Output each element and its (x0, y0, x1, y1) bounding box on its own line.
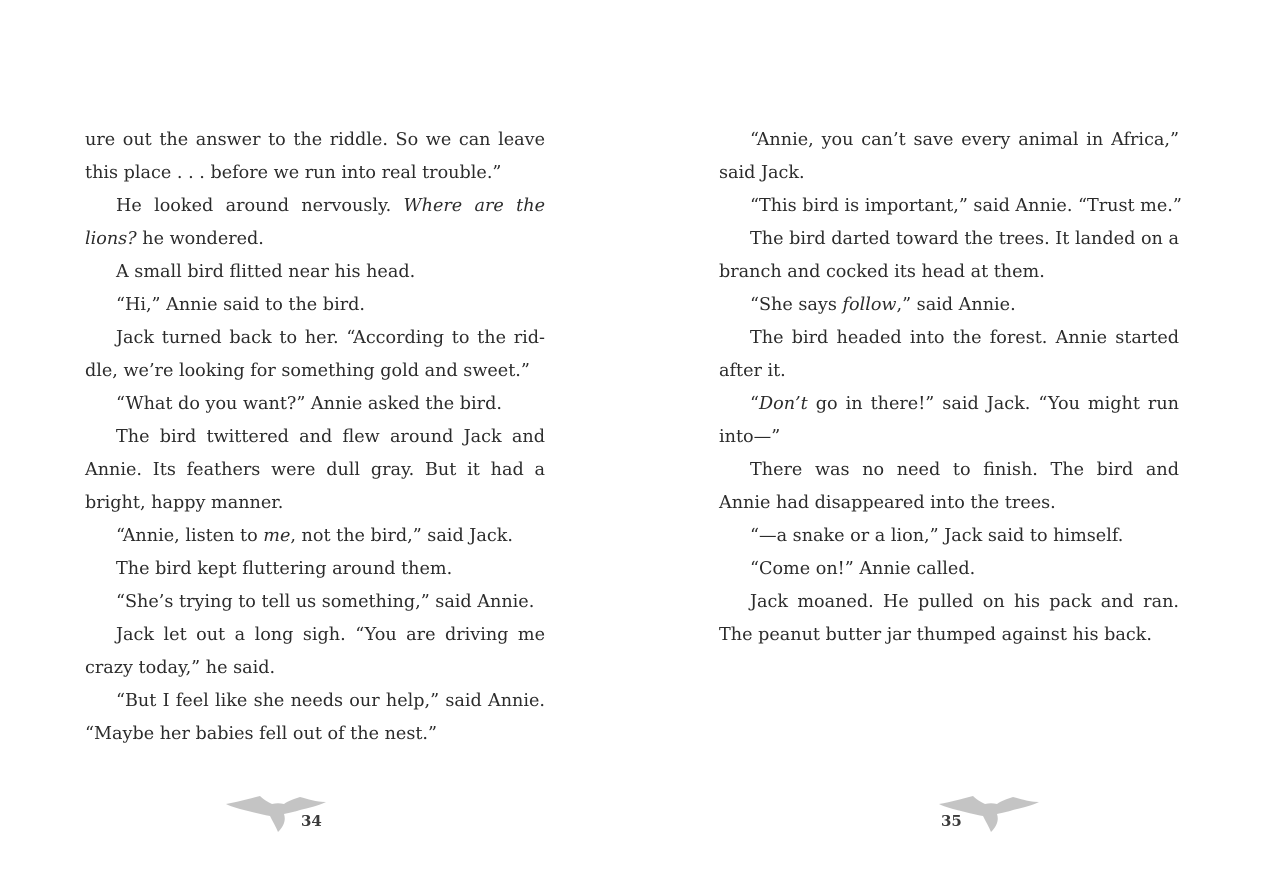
text-run: Jack moaned. He pulled on his pack and ran. (750, 592, 1179, 612)
text-run: “—a snake or a lion,” Jack said to himself. (750, 526, 1124, 546)
text-line (85, 388, 545, 421)
text-line (85, 256, 545, 289)
text-line (719, 190, 1182, 223)
text-run: “What do you want?” Annie asked the bird. (116, 394, 502, 414)
text-run: into—” (719, 427, 781, 447)
text-line (719, 157, 1179, 190)
italic-text: follow (842, 295, 897, 315)
text-line (719, 289, 1179, 322)
text-line (85, 520, 545, 553)
text-line (719, 487, 1179, 520)
text-run: , not the bird,” said Jack. (290, 526, 513, 546)
text-run: he wondered. (136, 229, 264, 249)
text-line (85, 322, 545, 355)
text-run: Jack let out a long sigh. “You are driving me (116, 625, 545, 645)
text-run: ure out the answer to the riddle. So we can leave (85, 130, 545, 150)
text-line (85, 718, 545, 751)
text-line (85, 355, 545, 388)
text-line (85, 190, 545, 223)
text-run: said Jack. (719, 163, 805, 183)
italic-text: Don’t (759, 394, 808, 414)
text-run: go in there!” said Jack. “You might run (807, 394, 1179, 414)
text-line (719, 619, 1179, 652)
text-run: branch and cocked its head at them. (719, 262, 1045, 282)
text-run: “Annie, you can’t save every animal in Africa,” (750, 130, 1179, 150)
text-run: “Come on!” Annie called. (750, 559, 976, 579)
text-run: “Annie, listen to (116, 526, 264, 546)
text-run: “ (750, 394, 759, 414)
italic-text: lions? (85, 229, 137, 249)
italic-text: Where are the (403, 196, 545, 216)
italic-text: me (263, 526, 291, 546)
right-page-footer (937, 794, 1041, 834)
text-line (85, 553, 545, 586)
text-run: The bird kept fluttering around them. (116, 559, 453, 579)
text-run: after it. (719, 361, 786, 381)
text-line (719, 388, 1179, 421)
text-run: The bird headed into the forest. Annie started (750, 328, 1179, 348)
text-run: “She says (750, 295, 843, 315)
text-line (719, 454, 1179, 487)
text-line (85, 223, 545, 256)
page-number: 35 (941, 812, 962, 830)
text-line (719, 256, 1179, 289)
text-line (85, 421, 545, 454)
text-line (719, 586, 1179, 619)
text-run: bright, happy manner. (85, 493, 284, 513)
text-run: Annie had disappeared into the trees. (719, 493, 1056, 513)
text-line (719, 322, 1179, 355)
text-run: Jack turned back to her. “According to the rid- (116, 328, 545, 348)
text-run: The peanut butter jar thumped against his back. (719, 625, 1152, 645)
text-line (719, 553, 1179, 586)
text-run: “This bird is important,” said Annie. “Trust me.” (750, 196, 1182, 216)
text-run: “Hi,” Annie said to the bird. (116, 295, 365, 315)
text-line (85, 454, 545, 487)
text-run: “She’s trying to tell us something,” said Annie. (116, 592, 535, 612)
text-line (85, 157, 545, 190)
text-run: Annie. Its feathers were dull gray. But it had a (85, 460, 545, 480)
text-line (85, 619, 545, 652)
text-run: There was no need to finish. The bird and (750, 460, 1179, 480)
text-run: “But I feel like she needs our help,” said Annie. (116, 691, 545, 711)
text-line (719, 520, 1179, 553)
text-run: The bird darted toward the trees. It landed on a (750, 229, 1179, 249)
right-page-text (719, 124, 1182, 652)
text-line (719, 421, 1179, 454)
text-run: crazy today,” he said. (85, 658, 276, 678)
text-line (85, 685, 545, 718)
text-line (719, 223, 1179, 256)
text-line (719, 355, 1179, 388)
text-run: He looked around nervously. (116, 196, 404, 216)
text-run: dle, we’re looking for something gold and sweet.” (85, 361, 530, 381)
text-line (85, 652, 545, 685)
page-number: 34 (301, 812, 322, 830)
text-run: The bird twittered and flew around Jack and (116, 427, 545, 447)
text-line (85, 289, 545, 322)
text-line (85, 586, 545, 619)
text-line (85, 124, 545, 157)
text-line (85, 487, 545, 520)
text-run: A small bird flitted near his head. (116, 262, 416, 282)
left-page-footer (224, 794, 328, 834)
text-run: this place . . . before we run into real trouble.” (85, 163, 502, 183)
text-run: “Maybe her babies fell out of the nest.” (85, 724, 438, 744)
left-page-text (85, 124, 545, 751)
text-run: ,” said Annie. (896, 295, 1016, 315)
text-line (719, 124, 1179, 157)
